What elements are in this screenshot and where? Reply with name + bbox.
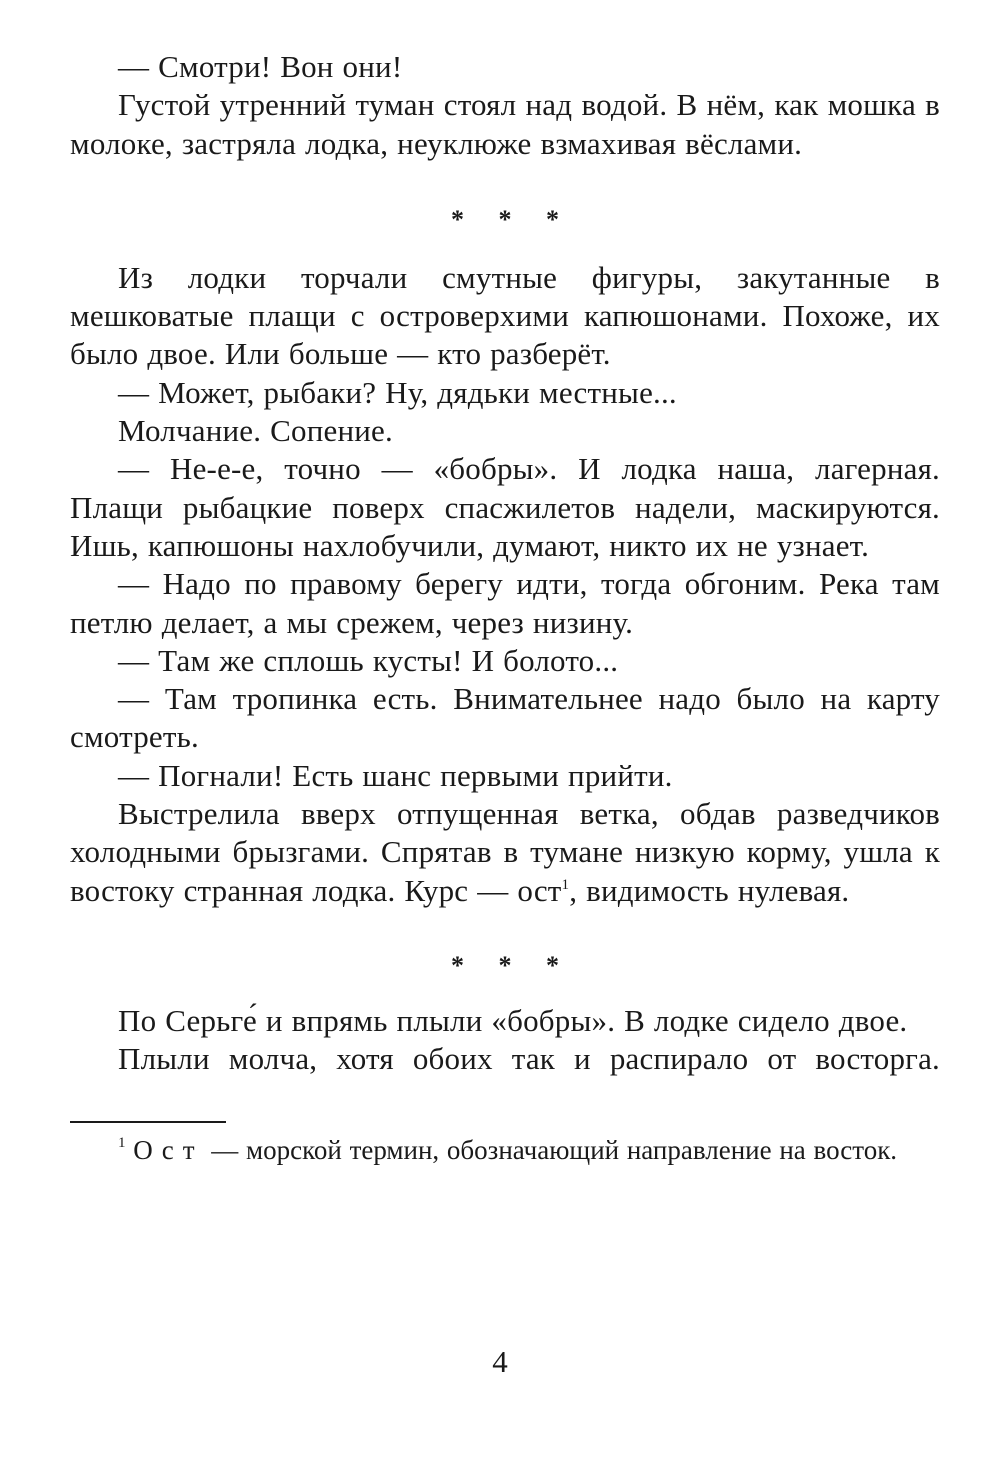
footnote-term: Ост: [133, 1134, 204, 1165]
section-separator: * * *: [451, 204, 573, 234]
paragraph: — Может, рыбаки? Ну, дядьки местные...: [118, 374, 677, 410]
paragraph: По Серьге́ и впрямь плыли «бобры». В лодке сидело двое.: [118, 1002, 908, 1038]
paragraph: — Погнали! Есть шанс первыми прийти.: [118, 757, 673, 793]
paragraph: — Не-е-е, точно — «бобры». И лодка наша, лагерная. Плащи рыбацкие поверх спасжилетов надели, маскируются. Ишь, капюшоны нахлобучили, думают, никто их не узнает.: [70, 451, 940, 563]
paragraph: Плыли молча, хотя обоих так и распирало от восторга.: [118, 1041, 940, 1077]
paragraph-with-footnote: [70, 795, 940, 910]
paragraph-text: , видимость нулевая.: [569, 872, 850, 908]
footnote-divider: [70, 1121, 226, 1123]
paragraph: — Там же сплошь кусты! И болото...: [118, 642, 619, 678]
section-2: [70, 259, 940, 910]
paragraph: — Надо по правому берегу идти, тогда обгоним. Река там петлю делает, а мы срежем, через низину.: [70, 566, 940, 640]
paragraph: — Смотри! Вон они!: [118, 49, 403, 84]
paragraph: Из лодки торчали смутные фигуры, закутанные в мешковатые плащи с островерхими капюшонами. Похоже, их было двое. Или больше — кто разберёт.: [70, 259, 940, 372]
section-separator: * * *: [451, 950, 573, 980]
footnote: [70, 1133, 940, 1167]
paragraph: Молчание. Сопение.: [118, 413, 393, 449]
footnote-mark: 1: [118, 1134, 126, 1151]
paragraph: Густой утренний туман стоял над водой. В нём, как мошка в молоке, застряла лодка, неуклюже взмахивая вёслами.: [70, 87, 940, 161]
section-3: [70, 1002, 940, 1079]
footnote-reference[interactable]: 1: [561, 876, 570, 893]
paragraph: — Там тропинка есть. Внимательнее надо было на карту смотреть.: [70, 681, 940, 755]
page-number: 4: [492, 1344, 508, 1379]
footnote-text: — морской термин, обозначающий направление на восток.: [203, 1134, 898, 1165]
paragraph-text: Выстрелила вверх отпущенная ветка, обдав разведчиков холодными брызгами. Спрятав в тумане низкую корму, ушла к востоку странная лодка. Курс — ост: [70, 796, 940, 908]
section-1: [70, 48, 940, 163]
book-page: [70, 48, 940, 1167]
